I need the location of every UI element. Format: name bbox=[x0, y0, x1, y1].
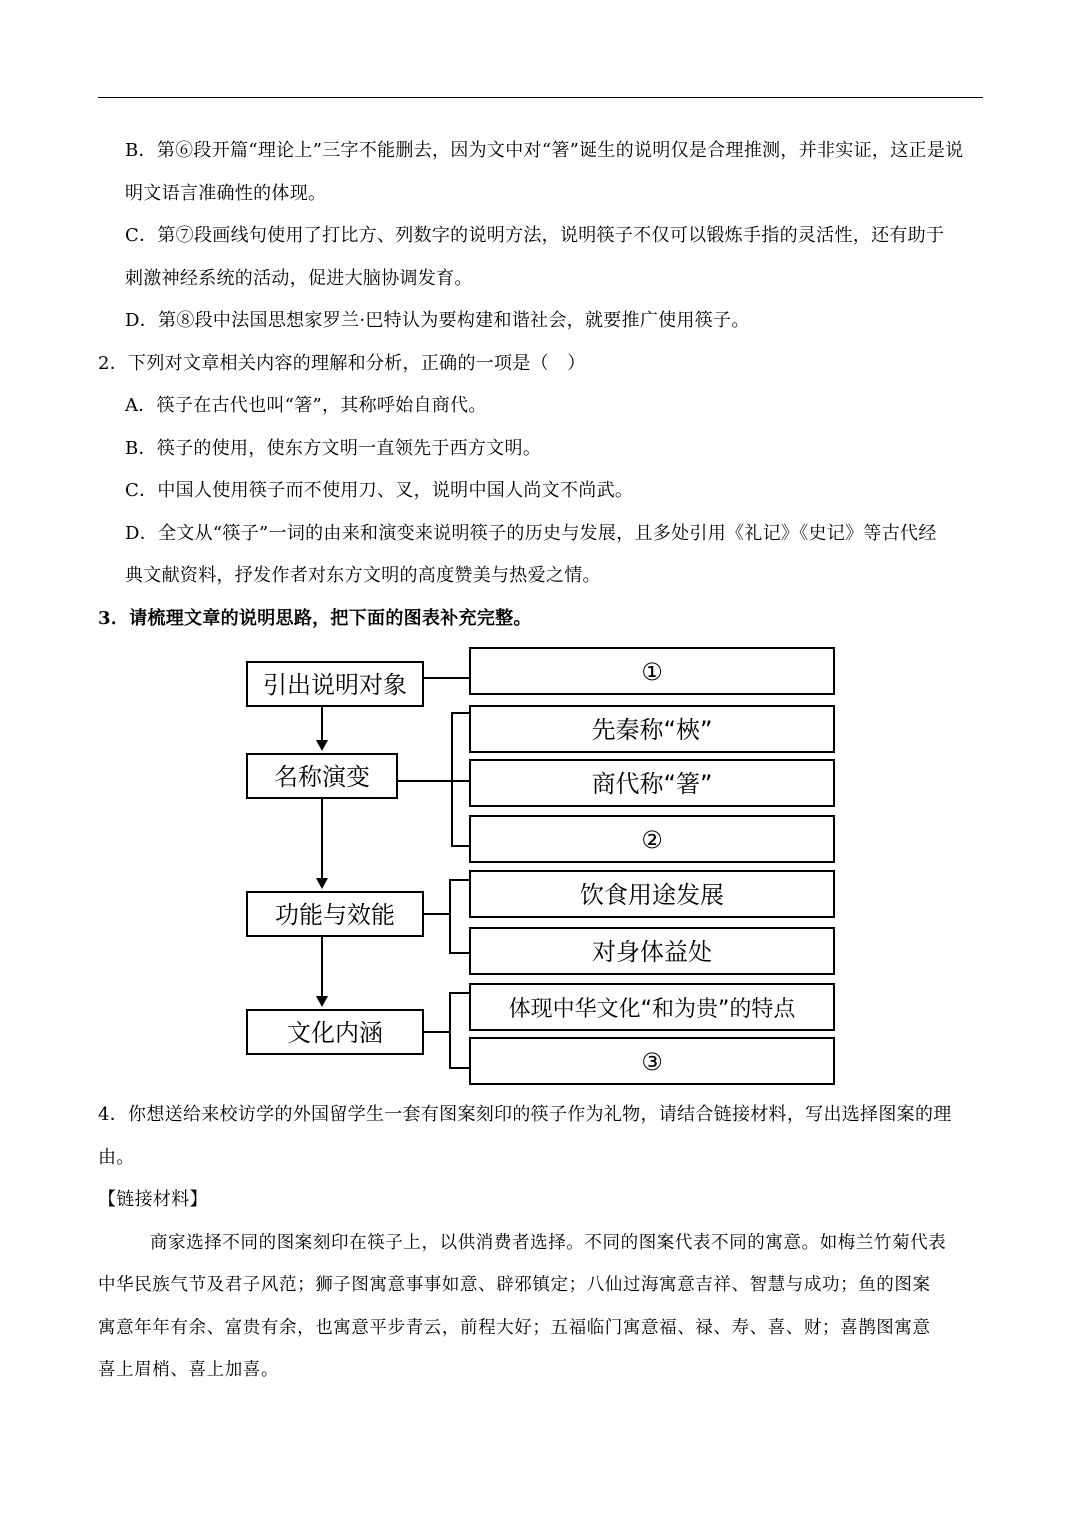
q2-option-a: A．筷子在古代也叫“箸”，其称呼始自商代。 bbox=[125, 395, 487, 416]
item-label-1: ① bbox=[641, 658, 663, 686]
stage-label-3: 功能与效能 bbox=[275, 901, 395, 929]
arrow-head-3 bbox=[316, 996, 328, 1007]
arrow-head-1 bbox=[316, 740, 328, 751]
q1-option-b-line1: B．第⑥段开篇“理论上”三字不能删去，因为文中对“箸”诞生的说明仅是合理推测，并非实证，这正是说 bbox=[125, 140, 964, 161]
item-label-7: 体现中华文化“和为贵”的特点 bbox=[508, 997, 796, 1022]
item-label-2: 先秦称“梜” bbox=[591, 716, 713, 744]
q1-option-b-line2: 明文语言准确性的体现。 bbox=[125, 183, 327, 204]
item-label-8: ③ bbox=[641, 1048, 663, 1076]
q1-option-c-line1: C．第⑦段画线句使用了打比方、列数字的说明方法，说明筷子不仅可以锻炼手指的灵活性，还有助于 bbox=[125, 225, 945, 246]
item-label-3: 商代称“箸” bbox=[591, 770, 713, 798]
material-line-3: 寓意年年有余、富贵有余，也寓意平步青云，前程大好；五福临门寓意福、禄、寿、喜、财；喜鹊图寓意 bbox=[98, 1318, 931, 1338]
item-label-5: 饮食用途发展 bbox=[580, 881, 724, 909]
q4-stem-line2: 由。 bbox=[98, 1147, 135, 1168]
q4-stem-line1: 4．你想送给来校访学的外国留学生一套有图案刻印的筷子作为礼物，请结合链接材料，写出选择图案的理 bbox=[98, 1104, 952, 1125]
stage-label-1: 引出说明对象 bbox=[263, 671, 407, 699]
q2-option-b: B．筷子的使用，使东方文明一直领先于西方文明。 bbox=[125, 438, 542, 459]
item-label-6: 对身体益处 bbox=[592, 938, 712, 966]
q3-stem: 3．请梳理文章的说明思路，把下面的图表补充完整。 bbox=[98, 608, 532, 629]
q1-option-d: D．第⑧段中法国思想家罗兰·巴特认为要构建和谐社会，就要推广使用筷子。 bbox=[125, 310, 750, 331]
material-heading: 【链接材料】 bbox=[98, 1189, 208, 1210]
q2-option-d-line1: D．全文从“筷子”一词的由来和演变来说明筷子的历史与发展，且多处引用《礼记》《史记》等古代经 bbox=[125, 523, 937, 544]
arrow-head-2 bbox=[316, 878, 328, 889]
item-label-4: ② bbox=[641, 826, 663, 854]
stage-label-2: 名称演变 bbox=[274, 763, 370, 791]
material-line-4: 喜上眉梢、喜上加喜。 bbox=[98, 1360, 279, 1380]
material-line-2: 中华民族气节及君子风范；狮子图寓意事事如意、辟邪镇定；八仙过海寓意吉祥、智慧与成功；鱼的图案 bbox=[98, 1275, 931, 1295]
q1-option-c-line2: 刺激神经系统的活动，促进大脑协调发育。 bbox=[125, 268, 473, 289]
q2-option-c: C．中国人使用筷子而不使用刀、叉，说明中国人尚文不尚武。 bbox=[125, 480, 634, 501]
material-line-1: 商家选择不同的图案刻印在筷子上，以供消费者选择。不同的图案代表不同的寓意。如梅兰竹菊代表 bbox=[150, 1233, 947, 1253]
q2-option-d-line2: 典文献资料，抒发作者对东方文明的高度赞美与热爱之情。 bbox=[125, 565, 601, 586]
q2-stem: 2．下列对文章相关内容的理解和分析，正确的一项是（ ） bbox=[98, 353, 586, 374]
stage-label-4: 文化内涵 bbox=[287, 1019, 383, 1047]
